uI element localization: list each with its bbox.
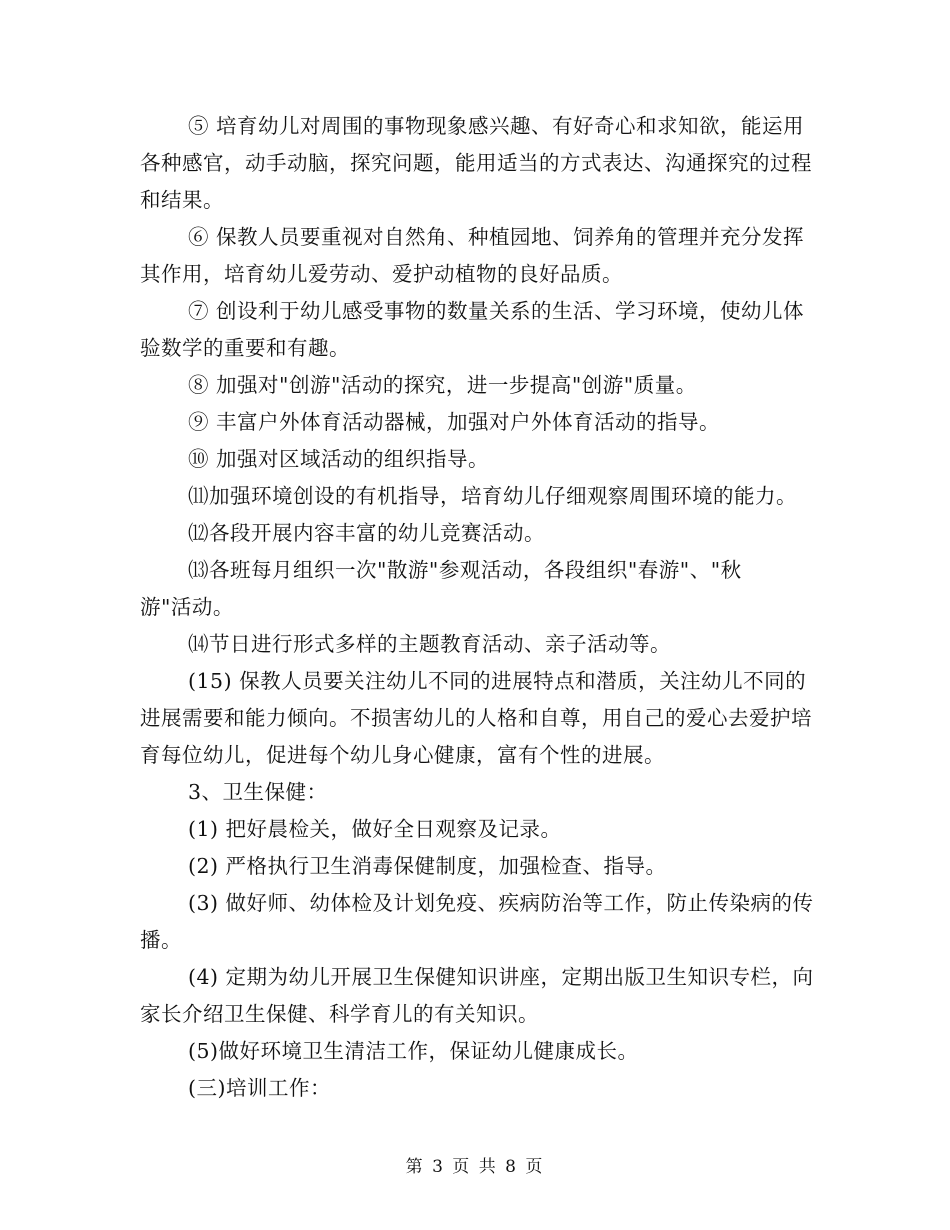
page-number-footer: 第 3 页 共 8 页 <box>405 1157 545 1177</box>
health-item-4: (4) 定期为幼儿开展卫生保健知识讲座，定期出版卫生知识专栏，向家长介绍卫生保健、科学育儿的有关知识。 <box>140 965 814 1026</box>
paragraph-item-6: ⑥ 保教人员要重视对自然角、种植园地、饲养角的管理并充分发挥其作用，培育幼儿爱劳动、爱护动植物的良好品质。 <box>140 225 805 286</box>
health-item-1: (1) 把好晨检关，做好全日观察及记录。 <box>188 817 562 841</box>
paragraph-item-9: ⑨ 丰富户外体育活动器械，加强对户外体育活动的指导。 <box>188 410 721 434</box>
health-item-5: (5)做好环境卫生清洁工作，保证幼儿健康成长。 <box>188 1039 639 1063</box>
paragraph-item-13: ⒀各班每月组织一次"散游"参观活动，各段组织"春游"、"秋游"活动。 <box>140 558 742 619</box>
paragraph-item-14: ⒁节日进行形式多样的主题教育活动、亲子活动等。 <box>188 632 671 656</box>
paragraph-item-10: ⑩ 加强对区域活动的组织指导。 <box>188 447 490 471</box>
health-item-3: (3) 做好师、幼体检及计划免疫、疾病防治等工作，防止传染病的传播。 <box>140 891 814 952</box>
paragraph-item-8: ⑧ 加强对"创游"活动的探究，进一步提高"创游"质量。 <box>188 373 697 397</box>
section-heading-training: (三)培训工作： <box>188 1076 331 1100</box>
paragraph-item-5: ⑤ 培育幼儿对周围的事物现象感兴趣、有好奇心和求知欲，能运用各种感官，动手动脑，探究问题，能用适当的方式表达、沟通探究的过程和结果。 <box>140 114 812 212</box>
paragraph-item-12: ⑿各段开展内容丰富的幼儿竞赛活动。 <box>188 521 545 545</box>
section-heading-health: 3、卫生保健： <box>188 780 328 804</box>
health-item-2: (2) 严格执行卫生消毒保健制度，加强检查、指导。 <box>188 854 667 878</box>
paragraph-item-15: (15) 保教人员要关注幼儿不同的进展特点和潜质，关注幼儿不同的进展需要和能力倾向。不损害幼儿的人格和自尊，用自己的爱心去爱护培育每位幼儿，促进每个幼儿身心健康，富有个性的进展。 <box>140 669 812 767</box>
document-body <box>140 108 820 1107</box>
paragraph-item-7: ⑦ 创设利于幼儿感受事物的数量关系的生活、学习环境，使幼儿体验数学的重要和有趣。 <box>140 299 805 360</box>
paragraph-item-11: ⑾加强环境创设的有机指导，培育幼儿仔细观察周围环境的能力。 <box>188 484 797 508</box>
